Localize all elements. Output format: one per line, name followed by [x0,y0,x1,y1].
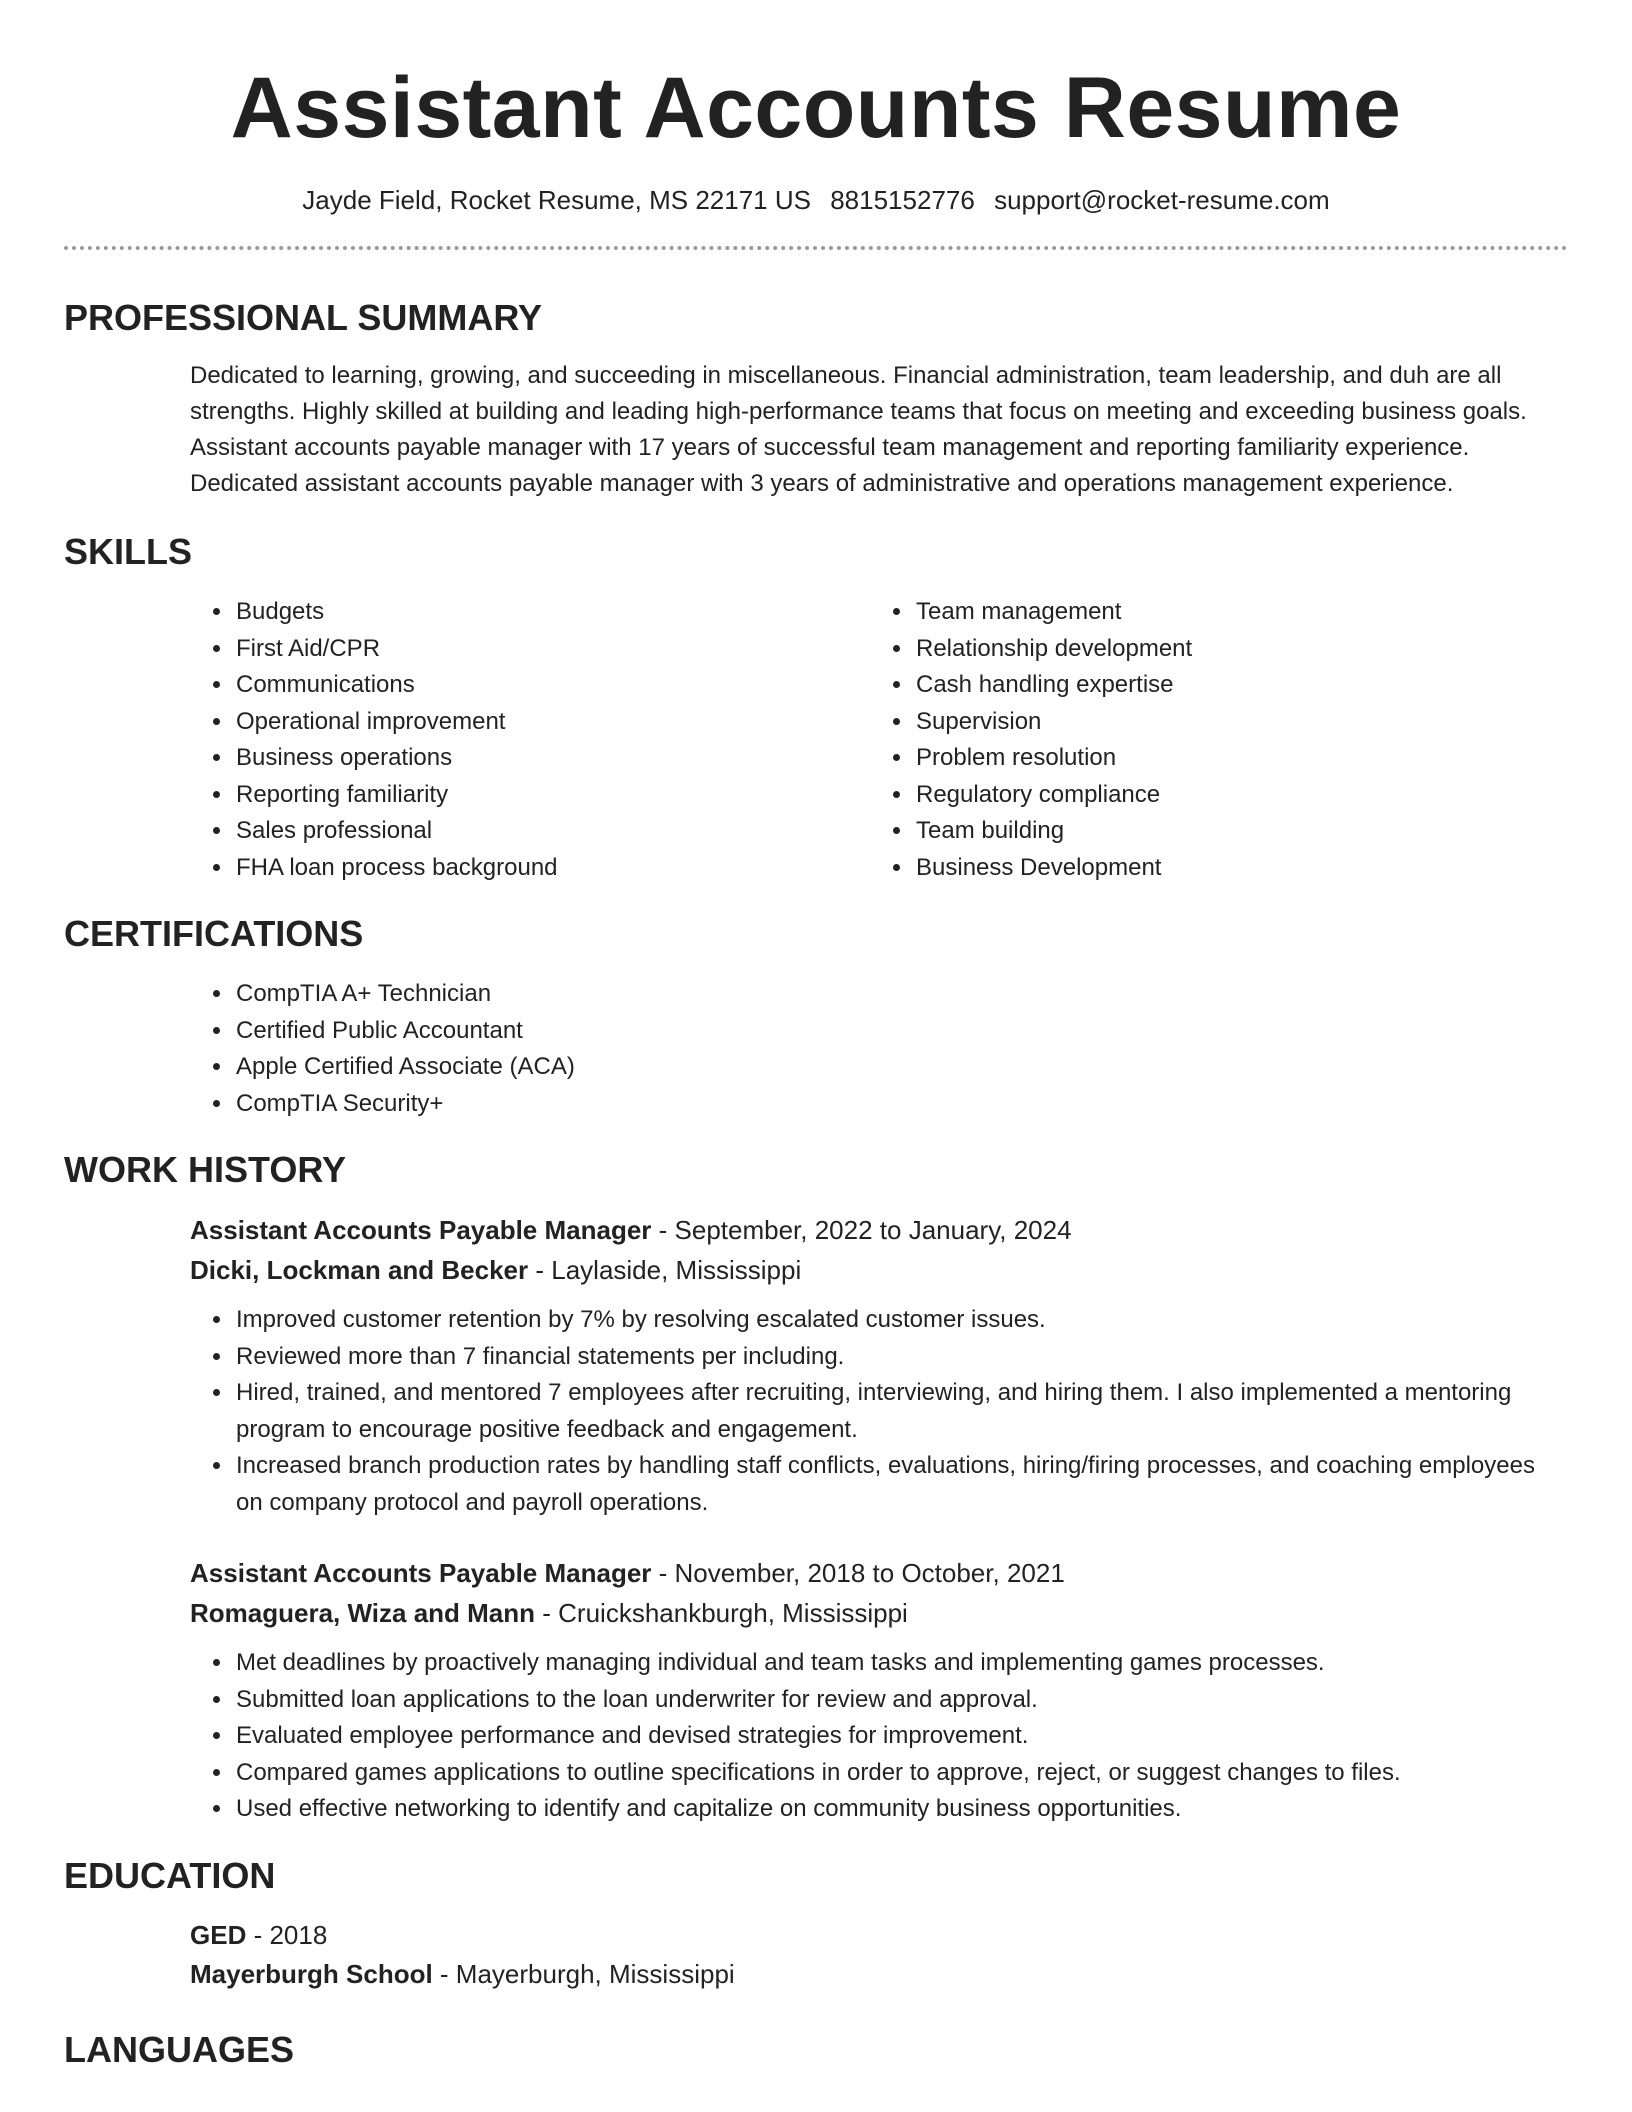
skill-item: • Reporting familiarity [234,777,744,814]
work-history-heading: WORK HISTORY [64,1149,347,1190]
job-location: - Cruickshankburgh, Mississippi [535,1598,908,1628]
skill-item: • Sales professional [234,813,744,850]
education-heading: EDUCATION [64,1854,276,1896]
job-title: Assistant Accounts Payable Manager [190,1558,652,1588]
job-bullet: • Reviewed more than 7 financial statements per including. [234,1339,1568,1376]
education-degree-line [190,1916,1568,1955]
contact-line [64,184,1568,216]
skill-item: • FHA loan process background [234,850,744,887]
certification-item: • Apple Certified Associate (ACA) [234,1049,1568,1086]
job-company: Romaguera, Wiza and Mann [190,1598,536,1628]
skills-section [64,530,1568,886]
certification-item: • Certified Public Accountant [234,1013,1568,1050]
skill-item: • Budgets [234,594,744,631]
resume-title: Assistant Accounts Resume [230,60,1402,156]
skills-list-right [744,594,1424,886]
education-section [64,1854,1568,1994]
job-bullet: • Met deadlines by proactively managing individual and team tasks and implementing games processes. [234,1645,1568,1682]
job-dates: - September, 2022 to January, 2024 [651,1215,1072,1245]
education-location: - Mayerburgh, Mississippi [432,1958,735,1989]
summary-section [64,296,1568,502]
job-entry [190,1553,1568,1828]
job-company: Dicki, Lockman and Becker [190,1255,529,1285]
job-bullet: • Hired, trained, and mentored 7 employees after recruiting, interviewing, and hiring them. I also implemented a mentoring program to encourage positive feedback and engagement. [234,1375,1568,1448]
job-bullet: • Used effective networking to identify and capitalize on community business opportunities. [234,1791,1568,1828]
job-title-line [190,1553,1568,1593]
skill-item: • Business Development [914,850,1424,887]
job-bullet: • Compared games applications to outline specifications in order to approve, reject, or suggest changes to files. [234,1755,1568,1792]
job-company-line [190,1593,1568,1633]
skills-grid [64,594,1568,886]
summary-text: Dedicated to learning, growing, and succeeding in miscellaneous. Financial administration, team leadership, and duh are all strengths. Highly skilled at building and leading high-performance teams that focus on meeting and exceeding business goals. Assistant accounts payable manager with 17 years of successful team management and reporting familiarity experience. Dedicated assistant accounts payable manager with 3 years of administrative and operations management experience. [190,362,1527,497]
job-company-line [190,1250,1568,1290]
education-school-line [190,1955,1568,1994]
skill-item: • Relationship development [914,631,1424,668]
skills-heading: SKILLS [64,531,193,572]
skill-item: • Team management [914,594,1424,631]
contact-phone: 8815152776 [830,185,975,215]
skill-item: • Operational improvement [234,704,744,741]
job-bullet: • Increased branch production rates by handling staff conflicts, evaluations, hiring/firing processes, and coaching employees on company protocol and payroll operations. [234,1448,1568,1521]
job-bullet: • Evaluated employee performance and devised strategies for improvement. [234,1718,1568,1755]
skill-item: • Team building [914,813,1424,850]
languages-heading: LANGUAGES [64,2028,295,2070]
skill-item: • Problem resolution [914,740,1424,777]
certifications-section [64,912,1568,1122]
education-degree: GED [190,1919,247,1950]
header-divider [64,246,1568,250]
contact-address: Jayde Field, Rocket Resume, MS 22171 US [302,185,811,215]
job-title-line [190,1210,1568,1250]
certifications-heading: CERTIFICATIONS [64,913,364,954]
job-dates: - November, 2018 to October, 2021 [651,1558,1065,1588]
certification-item: • CompTIA A+ Technician [234,976,1568,1013]
job-title: Assistant Accounts Payable Manager [190,1215,652,1245]
work-history-section [64,1148,1568,1828]
skill-item: • Cash handling expertise [914,667,1424,704]
skill-item: • Communications [234,667,744,704]
summary-heading: PROFESSIONAL SUMMARY [64,297,543,338]
skill-item: • Business operations [234,740,744,777]
job-bullet: • Improved customer retention by 7% by resolving escalated customer issues. [234,1302,1568,1339]
skill-item: • Regulatory compliance [914,777,1424,814]
job-location: - Laylaside, Mississippi [528,1255,802,1285]
certifications-list [64,976,1568,1122]
contact-email: support@rocket-resume.com [994,185,1330,215]
education-school: Mayerburgh School [190,1958,433,1989]
skill-item: • Supervision [914,704,1424,741]
education-entry [190,1916,1568,1994]
job-bullet: • Submitted loan applications to the loan underwriter for review and approval. [234,1682,1568,1719]
languages-section [64,2028,1568,2072]
education-year: - 2018 [246,1919,328,1950]
job-entry [190,1210,1568,1521]
skills-list-left [64,594,744,886]
certification-item: • CompTIA Security+ [234,1086,1568,1123]
job-bullets [190,1645,1568,1828]
skill-item: • First Aid/CPR [234,631,744,668]
job-bullets [190,1302,1568,1521]
